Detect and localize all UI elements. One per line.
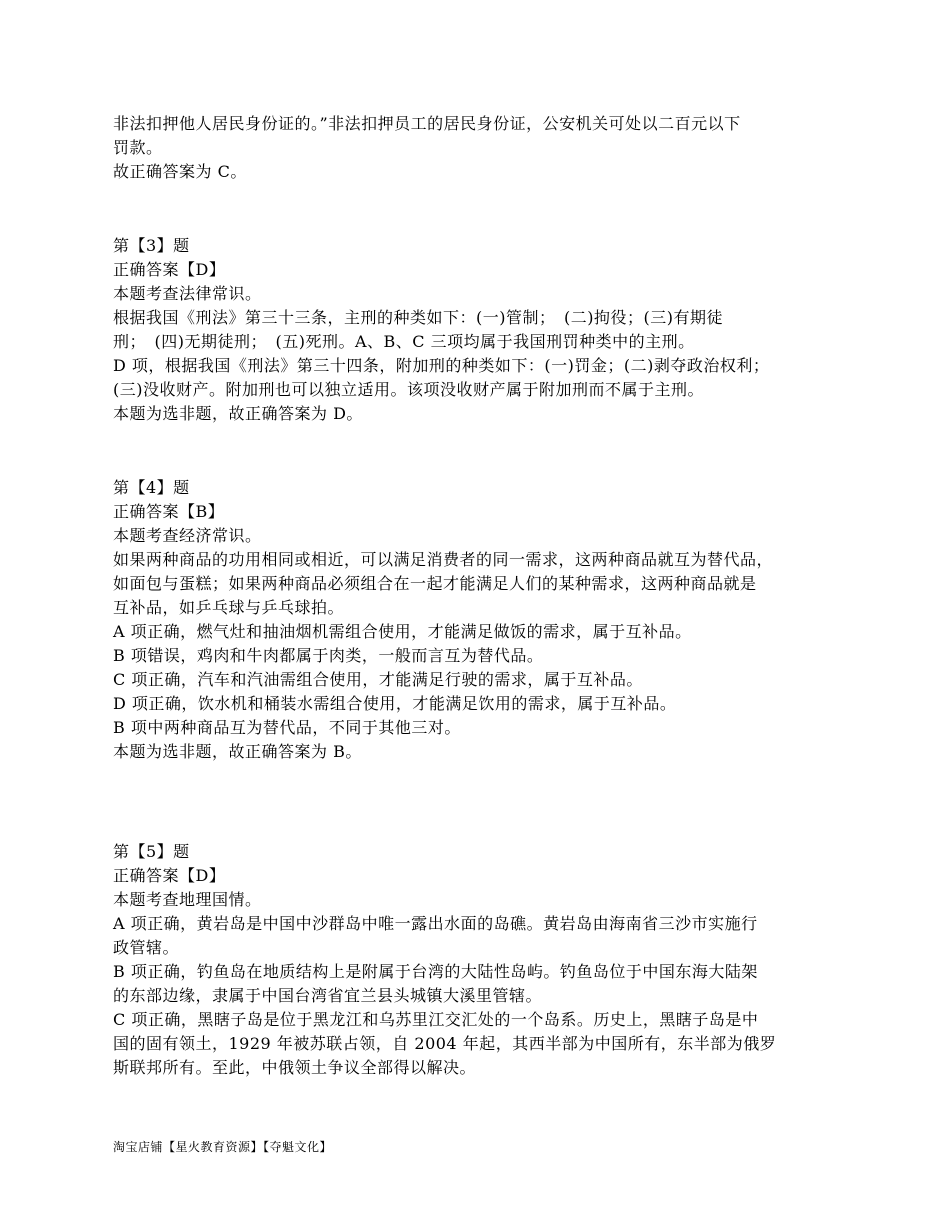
question-answer: 正确答案【D】 — [113, 866, 226, 885]
text-line: 如面包与蛋糕；如果两种商品必须组合在一起才能满足人们的某种需求，这两种商品就是 — [113, 574, 757, 593]
text-line: 斯联邦所有。至此，中俄领土争议全部得以解决。 — [113, 1058, 477, 1077]
text-line: 本题为选非题，故正确答案为 D。 — [113, 404, 363, 423]
text-line: 本题考查地理国情。 — [113, 890, 262, 909]
text-line: 根据我国《刑法》第三十三条，主刑的种类如下：(一)管制； (二)拘役；(三)有期徒 — [113, 308, 723, 327]
text-line: 互补品，如乒乓球与乒乓球拍。 — [113, 598, 345, 617]
text-line: 政管辖。 — [113, 938, 180, 957]
question-title: 第【5】题 — [113, 842, 190, 861]
text-line: B 项中两种商品互为替代品，不同于其他三对。 — [113, 718, 461, 737]
text-line: A 项正确，黄岩岛是中国中沙群岛中唯一露出水面的岛礁。黄岩岛由海南省三沙市实施行 — [113, 914, 758, 933]
text-line: B 项错误，鸡肉和牛肉都属于肉类，一般而言互为替代品。 — [113, 646, 544, 665]
text-line: D 项正确，饮水机和桶装水需组合使用，才能满足饮用的需求，属于互补品。 — [113, 694, 677, 713]
question-4-section — [113, 476, 843, 764]
question-5-section — [113, 840, 843, 1080]
text-line: 故正确答案为 C。 — [113, 162, 247, 181]
question-3-section — [113, 234, 843, 426]
text-line: 非法扣押他人居民身份证的。”非法扣押员工的居民身份证，公安机关可处以二百元以下 — [113, 114, 741, 133]
text-line: 国的固有领土，1929 年被苏联占领，自 2004 年起，其西半部为中国所有，东半部为俄罗 — [113, 1034, 777, 1053]
text-line: 刑； (四)无期徒刑； (五)死刑。A、B、C 三项均属于我国刑罚种类中的主刑。 — [113, 332, 695, 351]
text-line: (三)没收财产。附加刑也可以独立适用。该项没收财产属于附加刑而不属于主刑。 — [113, 380, 704, 399]
page-footer: 淘宝店铺【星火教育资源】【夺魁文化】 — [113, 1140, 333, 1154]
text-line: C 项正确，汽车和汽油需组合使用，才能满足行驶的需求，属于互补品。 — [113, 670, 643, 689]
question-title: 第【4】题 — [113, 478, 190, 497]
document-page — [113, 112, 843, 1080]
text-line: A 项正确，燃气灶和抽油烟机需组合使用，才能满足做饭的需求，属于互补品。 — [113, 622, 692, 641]
intro-section — [113, 112, 843, 184]
question-title: 第【3】题 — [113, 236, 190, 255]
text-line: 罚款。 — [113, 138, 163, 157]
text-line: B 项正确，钓鱼岛在地质结构上是附属于台湾的大陆性岛屿。钓鱼岛位于中国东海大陆架 — [113, 962, 758, 981]
text-line: 的东部边缘，隶属于中国台湾省宜兰县头城镇大溪里管辖。 — [113, 986, 543, 1005]
text-line: 如果两种商品的功用相同或相近，可以满足消费者的同一需求，这两种商品就互为替代品， — [113, 550, 774, 569]
question-answer: 正确答案【B】 — [113, 502, 225, 521]
question-answer: 正确答案【D】 — [113, 260, 226, 279]
text-line: 本题考查经济常识。 — [113, 526, 262, 545]
text-line: C 项正确，黑瞎子岛是位于黑龙江和乌苏里江交汇处的一个岛系。历史上，黑瞎子岛是中 — [113, 1010, 759, 1029]
text-line: 本题考查法律常识。 — [113, 284, 262, 303]
text-line: D 项，根据我国《刑法》第三十四条，附加刑的种类如下：(一)罚金；(二)剥夺政治权利； — [113, 356, 770, 375]
text-line: 本题为选非题，故正确答案为 B。 — [113, 742, 362, 761]
